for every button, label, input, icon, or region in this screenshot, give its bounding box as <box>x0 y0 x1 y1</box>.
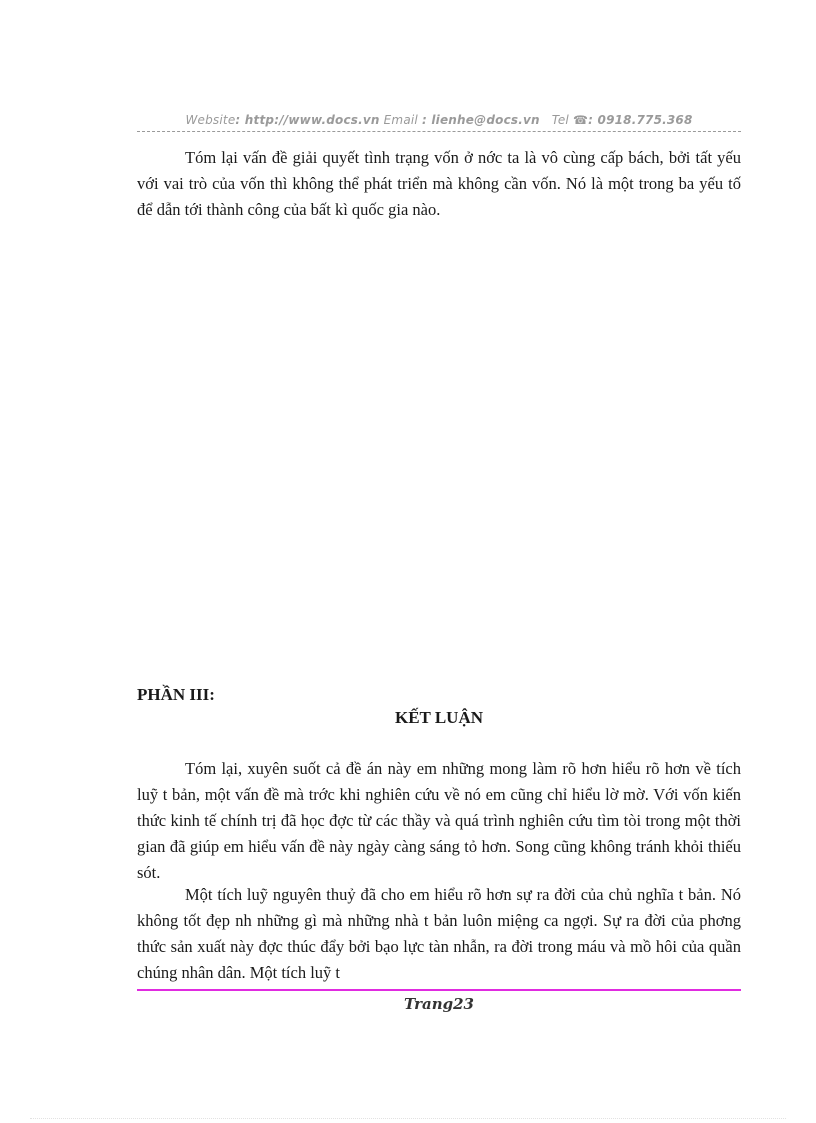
paragraph-text: Một tích luỹ nguyên thuỷ đã cho em hiểu rõ hơn sự ra đời của chủ nghĩa t bản. Nó không tốt đẹp nh những gì mà những nhà t bản luôn miệng ca ngợi. Sự ra đời của phơng thức sản xuất này đợc thúc đẩy bởi bạo lực tàn nhẫn, ra đời trong máu và mồ hôi của quần chúng nhân dân. Một tích luỹ t <box>137 885 741 982</box>
section-heading: PHẦN III: <box>137 685 215 704</box>
body-paragraph <box>137 145 741 223</box>
tel-label: Tel <box>551 113 569 127</box>
footer-divider <box>137 989 741 991</box>
phone-icon: ☎ <box>572 113 589 127</box>
website-label: Website <box>185 113 236 127</box>
section-title: KẾT LUẬN <box>394 708 483 727</box>
website-url[interactable]: : http://www.docs.vn <box>235 113 380 127</box>
body-paragraph <box>137 882 741 986</box>
paragraph-text: Tóm lại, xuyên suốt cả đề án này em những mong làm rõ hơn hiểu rõ hơn về tích luỹ t bản, một vấn đề mà trớc khi nghiên cứu về nó em cũng chỉ hiểu lờ mờ. Với vốn kiến thức kinh tế chính trị đã học đợc từ các thầy và quá trình nghiên cứu tìm tòi trong một thời gian đã giúp em hiểu vấn đề này ngày càng sáng tỏ hơn. Song cũng không tránh khỏi thiếu sót. <box>137 759 741 882</box>
page-header <box>137 113 741 127</box>
email-address[interactable]: : lienhe@docs.vn <box>421 113 540 127</box>
email-label: Email <box>379 113 422 127</box>
page-edge-divider <box>30 1118 786 1119</box>
page-number: Trang23 <box>404 995 474 1013</box>
header-divider <box>137 131 741 132</box>
paragraph-text: Tóm lại vấn đề giải quyết tình trạng vốn ở nớc ta là vô cùng cấp bách, bởi tất yếu với vai trò của vốn thì không thể phát triển mà không cần vốn. Nó là một trong ba yếu tố để dẫn tới thành công của bất kì quốc gia nào. <box>137 148 741 219</box>
body-paragraph <box>137 756 741 886</box>
tel-number: : 0918.775.368 <box>588 113 693 127</box>
